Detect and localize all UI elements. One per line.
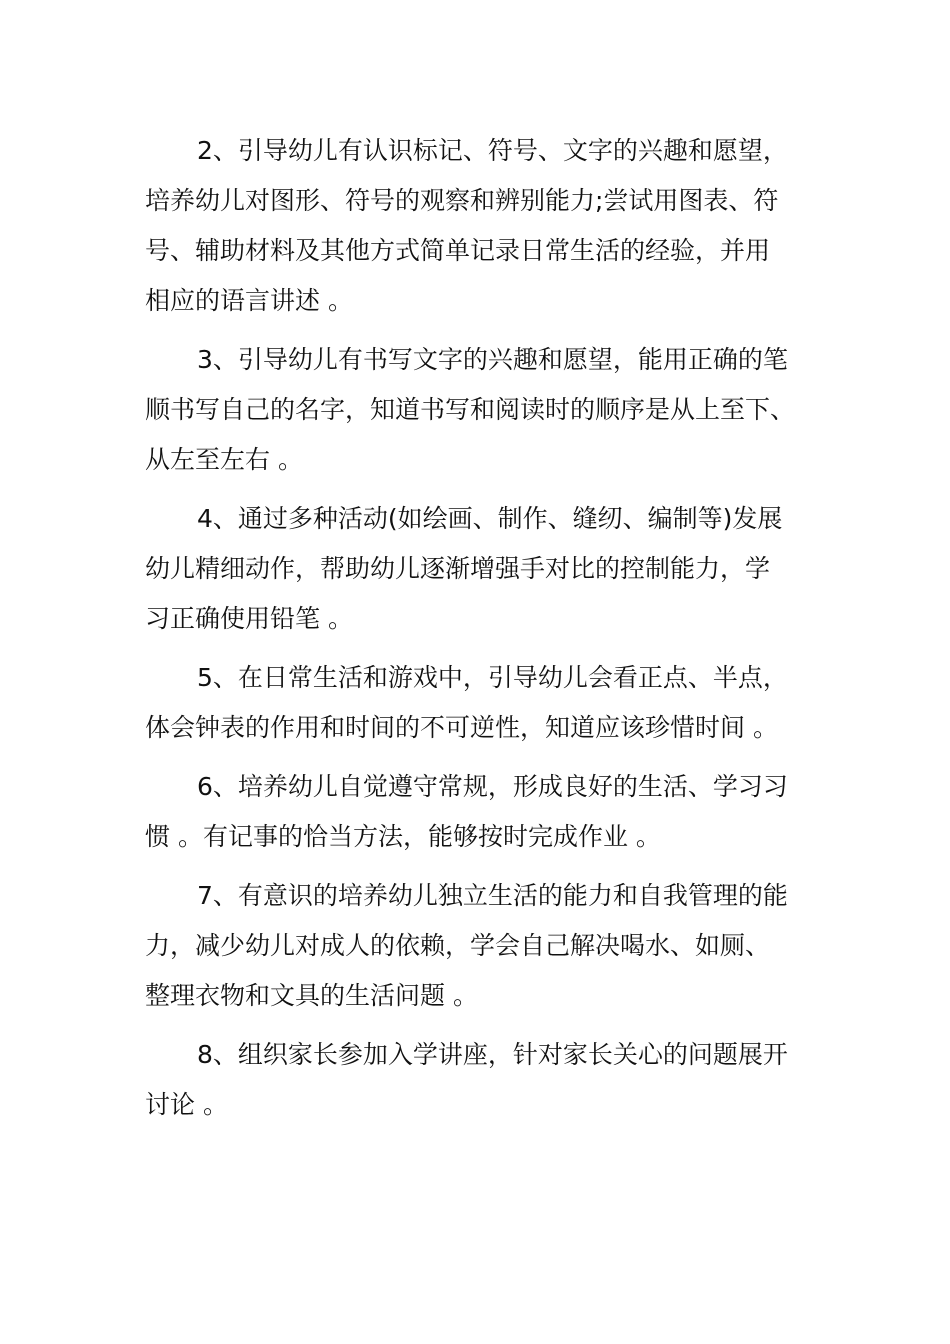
paragraph-line: 力，减少幼儿对成人的依赖，学会自己解决喝水、如厕、 <box>145 931 771 960</box>
paragraph-3 <box>145 335 805 485</box>
paragraph-line: 8、组织家长参加入学讲座，针对家长关心的问题展开 <box>197 1040 788 1069</box>
paragraph-line: 相应的语言讲述 。 <box>145 286 353 315</box>
paragraph-line: 整理衣物和文具的生活问题 。 <box>145 981 478 1010</box>
paragraph-line: 习正确使用铅笔 。 <box>145 604 353 633</box>
document-body <box>145 126 805 1130</box>
paragraph-line: 3、引导幼儿有书写文字的兴趣和愿望，能用正确的笔 <box>197 345 788 374</box>
paragraph-line: 顺书写自己的名字，知道书写和阅读时的顺序是从上至下、 <box>145 395 796 424</box>
paragraph-line: 7、有意识的培养幼儿独立生活的能力和自我管理的能 <box>197 881 788 910</box>
paragraph-5 <box>145 653 805 753</box>
paragraph-line: 幼儿精细动作，帮助幼儿逐渐增强手对比的控制能力，学 <box>145 554 771 583</box>
paragraph-line: 2、引导幼儿有认识标记、符号、文字的兴趣和愿望， <box>197 136 788 165</box>
paragraph-line: 号、辅助材料及其他方式简单记录日常生活的经验，并用 <box>145 236 771 265</box>
paragraph-line: 5、在日常生活和游戏中，引导幼儿会看正点、半点， <box>197 663 788 692</box>
paragraph-line: 培养幼儿对图形、符号的观察和辨别能力;尝试用图表、符 <box>145 186 779 215</box>
paragraph-7 <box>145 871 805 1021</box>
paragraph-line: 从左至左右 。 <box>145 445 303 474</box>
paragraph-line: 6、培养幼儿自觉遵守常规，形成良好的生活、学习习 <box>197 772 788 801</box>
paragraph-line: 惯 。有记事的恰当方法，能够按时完成作业 。 <box>145 822 661 851</box>
paragraph-4 <box>145 494 805 644</box>
paragraph-line: 体会钟表的作用和时间的不可逆性，知道应该珍惜时间 。 <box>145 713 778 742</box>
paragraph-line: 讨论 。 <box>145 1090 228 1119</box>
paragraph-6 <box>145 762 805 862</box>
paragraph-2 <box>145 126 805 326</box>
paragraph-line: 4、通过多种活动(如绘画、制作、缝纫、编制等)发展 <box>197 504 783 533</box>
paragraph-8 <box>145 1030 805 1130</box>
